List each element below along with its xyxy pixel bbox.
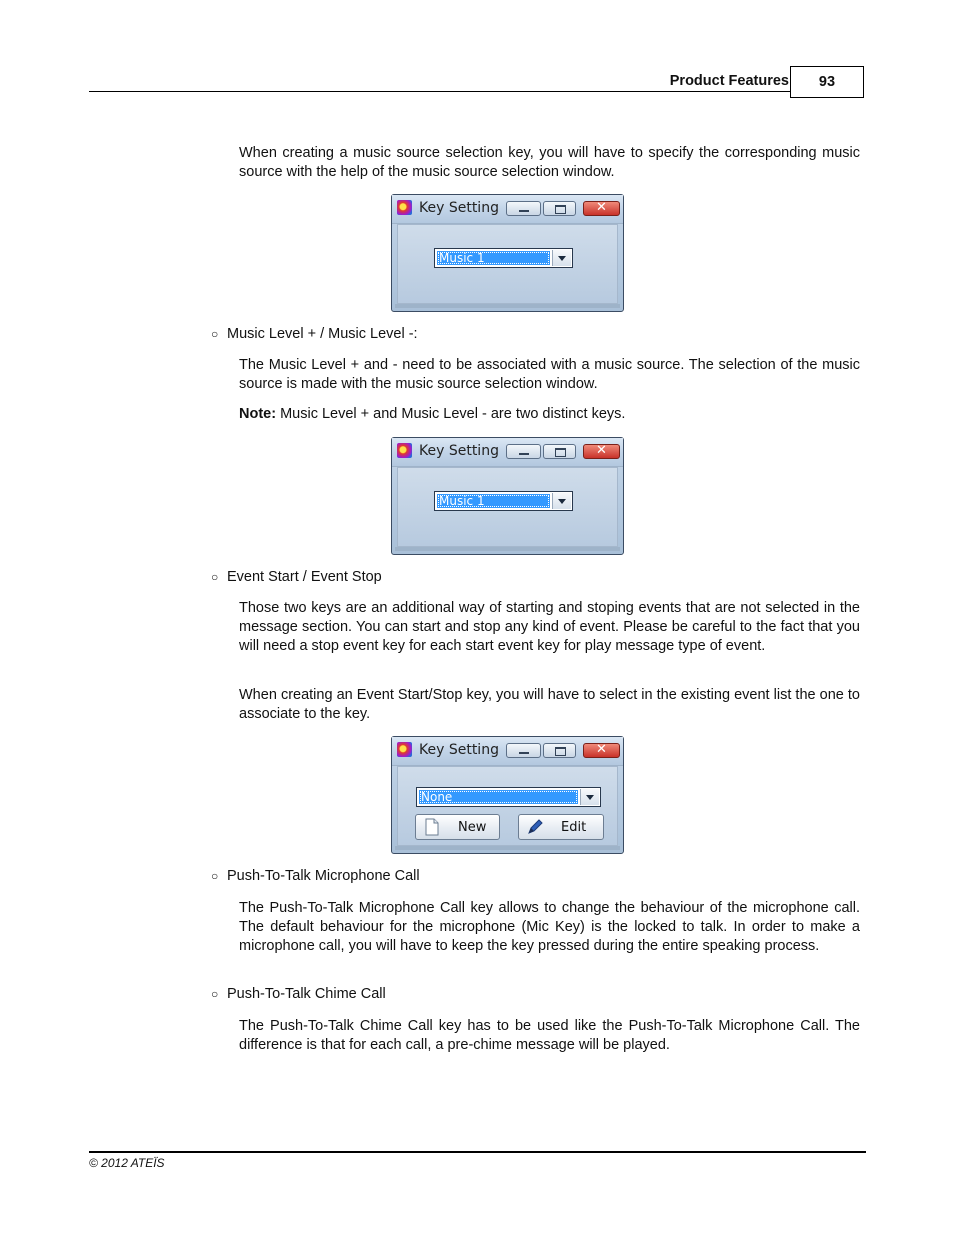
key-setting-dialog-event	[391, 736, 624, 854]
close-button[interactable]	[583, 444, 620, 459]
edit-pencil-icon	[526, 818, 544, 836]
note-text: Music Level + and Music Level - are two distinct keys.	[276, 406, 626, 422]
app-icon	[397, 200, 412, 215]
dialog-titlebar	[392, 195, 623, 224]
paragraph-music-source: When creating a music source selection key, you will have to specify the corresponding music source with the help of the music source selection window.	[239, 145, 860, 180]
footer-rule	[89, 1151, 866, 1153]
note-paragraph	[239, 405, 860, 424]
bullet-label: Music Level + / Music Level -:	[227, 326, 418, 342]
bullet-label: Push-To-Talk Microphone Call	[227, 868, 420, 884]
app-icon	[397, 443, 412, 458]
dialog-title: Key Setting	[419, 742, 499, 758]
maximize-button[interactable]	[543, 743, 576, 758]
combobox-value: Music 1	[437, 494, 550, 508]
edit-button[interactable]	[518, 814, 604, 840]
close-icon: ✕	[596, 742, 607, 757]
paragraph-ptt-microphone: The Push-To-Talk Microphone Call key allows to change the behaviour of the microphone call. The default behaviour for the microphone (Mic Key) is the locked to talk. In order to make a microphone call, you will have to keep the key pressed during the entire speaking process.	[239, 900, 860, 954]
dialog-client-area	[397, 467, 618, 547]
combobox-value: None	[419, 790, 578, 804]
note-label: Note:	[239, 406, 277, 422]
paragraph-event-keys: Those two keys are an additional way of starting and stoping events that are not selected in the message section. You can start and stop any kind of event. Please be careful to the fact that you will need a stop event key for each start event key for play message type of event.	[239, 600, 860, 654]
section-title: Product Features	[669, 73, 789, 89]
dialog-bottom-bar	[395, 547, 620, 551]
dropdown-arrow-icon[interactable]	[552, 250, 571, 266]
bullet-circle-icon: ○	[211, 327, 219, 341]
bullet-ptt-microphone	[211, 867, 420, 886]
paragraph-event-select: When creating an Event Start/Stop key, you will have to select in the existing event list the one to associate to the key.	[239, 687, 860, 722]
bullet-circle-icon: ○	[211, 570, 219, 584]
music-source-combobox[interactable]	[434, 491, 573, 511]
close-button[interactable]	[583, 201, 620, 216]
close-button[interactable]	[583, 743, 620, 758]
maximize-button[interactable]	[543, 444, 576, 459]
dropdown-arrow-icon[interactable]	[580, 789, 599, 805]
bullet-circle-icon: ○	[211, 869, 219, 883]
paragraph-music-level: The Music Level + and - need to be associated with a music source. The selection of the music source is made with the music source selection window.	[239, 357, 860, 392]
combobox-value: Music 1	[437, 251, 550, 265]
bullet-music-level	[211, 325, 418, 344]
dialog-bottom-bar	[395, 304, 620, 308]
bullet-circle-icon: ○	[211, 987, 219, 1001]
bullet-label: Push-To-Talk Chime Call	[227, 986, 386, 1002]
header-rule	[89, 91, 791, 92]
minimize-button[interactable]	[506, 444, 541, 459]
app-icon	[397, 742, 412, 757]
event-combobox[interactable]	[416, 787, 601, 807]
dialog-title: Key Setting	[419, 200, 499, 216]
paragraph-ptt-chime: The Push-To-Talk Chime Call key has to be used like the Push-To-Talk Microphone Call. The difference is that for each call, a pre-chime message will be played.	[239, 1018, 860, 1053]
dialog-titlebar	[392, 737, 623, 766]
maximize-button[interactable]	[543, 201, 576, 216]
footer-copyright: © 2012 ATEÏS	[89, 1156, 165, 1170]
music-source-combobox[interactable]	[434, 248, 573, 268]
key-setting-dialog-music-level	[391, 437, 624, 555]
dropdown-arrow-icon[interactable]	[552, 493, 571, 509]
edit-button-label: Edit	[561, 820, 587, 835]
bullet-ptt-chime	[211, 985, 386, 1004]
dialog-bottom-bar	[395, 846, 620, 850]
minimize-button[interactable]	[506, 201, 541, 216]
dialog-title: Key Setting	[419, 443, 499, 459]
close-icon: ✕	[596, 443, 607, 458]
minimize-button[interactable]	[506, 743, 541, 758]
close-icon: ✕	[596, 200, 607, 215]
new-button[interactable]	[415, 814, 500, 840]
dialog-titlebar	[392, 438, 623, 467]
new-button-label: New	[458, 820, 487, 835]
bullet-label: Event Start / Event Stop	[227, 569, 382, 585]
dialog-client-area	[397, 766, 618, 846]
new-document-icon	[425, 818, 439, 836]
key-setting-dialog-music	[391, 194, 624, 312]
page-number: 93	[790, 66, 864, 98]
bullet-event-start-stop	[211, 568, 382, 587]
dialog-client-area	[397, 224, 618, 304]
